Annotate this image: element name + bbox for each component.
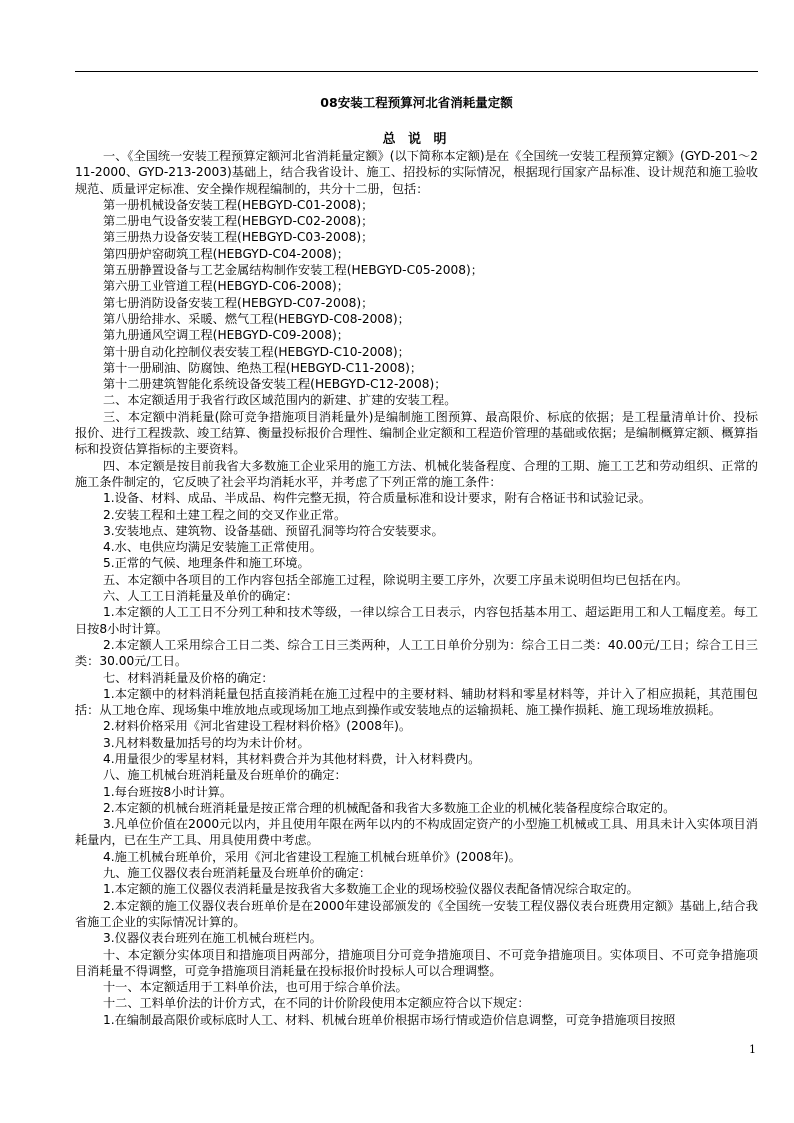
paragraph: 2.本定额的机械台班消耗量是按正常合理的机械配备和我省大多数施工企业的机械化装备程度综合取定的。: [103, 800, 676, 815]
paragraph: 二、本定额适用于我省行政区域范围内的新建、扩建的安装工程。: [103, 393, 457, 408]
paragraph: 六、人工工日消耗量及单价的确定：: [103, 589, 298, 604]
paragraph: 2.本定额的施工仪器仪表台班单价是在2000年建设部颁发的《全国统一安装工程仪器仪表台班费用定额》基础上,结合我省施工企业的实际情况计算的。: [75, 898, 758, 929]
paragraph: 第九册通风空调工程(HEBGYD-C09-2008)；: [103, 328, 349, 343]
paragraph: 1.本定额的人工工日不分列工种和技术等级，一律以综合工日表示，内容包括基本用工、超运距用工和人工幅度差。每工日按8小时计算。: [75, 605, 758, 636]
paragraph: 3.仪器仪表台班列在施工机械台班栏内。: [103, 931, 322, 946]
paragraph: 第二册电气设备安装工程(HEBGYD-C02-2008)；: [103, 214, 374, 229]
paragraph: 一、《全国统一安装工程预算定额河北省消耗量定额》(以下简称本定额)是在《全国统一安装工程预算定额》(GYD-201～211-2000、GYD-213-2003)基础上，结合我省设计、施工、招投标的实际情况，根据现行国家产品标准、设计规范和施工验收规范、质量评定标准、安全操作规程编制的，共分十二册，包括：: [75, 149, 758, 196]
paragraph: 1.在编制最高限价或标底时人工、材料、机械台班单价根据市场行情或造价信息调整，可竞争措施项目按照: [103, 1012, 676, 1027]
paragraph: 4.水、电供应均满足安装施工正常使用。: [103, 540, 322, 555]
paragraph: 第十册自动化控制仪表安装工程(HEBGYD-C10-2008)；: [103, 344, 410, 359]
paragraph: 十、本定额分实体项目和措施项目两部分，措施项目分可竞争措施项目、不可竞争措施项目。实体项目、不可竞争措施项目消耗量不得调整，可竞争措施项目消耗量在投标报价时投标人可以合理调整。: [75, 947, 758, 978]
paragraph: 第十二册建筑智能化系统设备安装工程(HEBGYD-C12-2008)；: [103, 377, 447, 392]
paragraph: 第五册静置设备与工艺金属结构制作安装工程(HEBGYD-C05-2008)；: [103, 263, 483, 278]
paragraph: 2.材料价格采用《河北省建设工程材料价格》(2008年)。: [103, 719, 412, 734]
paragraph: 第八册给排水、采暖、燃气工程(HEBGYD-C08-2008)；: [103, 311, 410, 326]
paragraph: 七、材料消耗量及价格的确定：: [103, 670, 274, 685]
paragraph: 第三册热力设备安装工程(HEBGYD-C03-2008)；: [103, 230, 374, 245]
page-number: 1: [749, 1043, 756, 1056]
paragraph: 第七册消防设备安装工程(HEBGYD-C07-2008)；: [103, 295, 374, 310]
paragraph: 十一、本定额适用于工料单价法，也可用于综合单价法。: [103, 980, 408, 995]
paragraph: 三、本定额中消耗量(除可竞争措施项目消耗量外)是编制施工图预算、最高限价、标底的依据；是工程量清单计价、投标报价、进行工程拨款、竣工结算、衡量投标报价合理性、编制企业定额和工程造价管理的基础或依据；是编制概算定额、概算指标和投资估算指标的主要资料。: [75, 409, 758, 457]
section-heading: 总 说 明: [382, 132, 451, 147]
paragraph: 2.本定额人工采用综合工日二类、综合工日三类两种，人工工日单价分别为：综合工日二类：40.00元/工日；综合工日三类：30.00元/工日。: [75, 637, 758, 669]
paragraph: 十二、工料单价法的计价方式，在不同的计价阶段使用本定额应符合以下规定：: [103, 996, 530, 1011]
paragraph: 4.用量很少的零星材料，其材料费合并为其他材料费，计入材料费内。: [103, 751, 481, 766]
paragraph: 5.正常的气候、地理条件和施工环境。: [103, 556, 310, 571]
paragraph-list: [75, 148, 758, 1028]
paragraph: 1.设备、材料、成品、半成品、构件完整无损，符合质量标准和设计要求，附有合格证书和试验记录。: [103, 491, 651, 506]
paragraph: 1.本定额中的材料消耗量包括直接消耗在施工过程中的主要材料、辅助材料和零星材料等，并计入了相应损耗，其范围包括：从工地仓库、现场集中堆放地点或现场加工地点到操作或安装地点的运输损耗、施工操作损耗、施工现场堆放损耗。: [75, 686, 758, 718]
paragraph: 四、本定额是按目前我省大多数施工企业采用的施工方法、机械化装备程度、合理的工期、施工工艺和劳动组织、正常的施工条件制定的，它反映了社会平均消耗水平，并考虑了下列正常的施工条件：: [75, 458, 758, 489]
paragraph: 第十一册刷油、防腐蚀、绝热工程(HEBGYD-C11-2008)；: [103, 360, 423, 375]
document-body: [75, 94, 758, 1028]
paragraph: 九、施工仪器仪表台班消耗量及台班单价的确定：: [103, 866, 372, 881]
paragraph: 八、施工机械台班消耗量及台班单价的确定：: [103, 768, 347, 783]
paragraph: 第一册机械设备安装工程(HEBGYD-C01-2008)；: [103, 197, 374, 212]
paragraph: 3.凡材料数量加括号的均为未计价材。: [103, 735, 310, 750]
paragraph: 4.施工机械台班单价，采用《河北省建设工程施工机械台班单价》(2008年)。: [103, 849, 521, 864]
paragraph: 1.本定额的施工仪器仪表消耗量是按我省大多数施工企业的现场校验仪器仪表配备情况综合取定的。: [103, 882, 639, 897]
header-rule: [75, 71, 758, 72]
paragraph: 第四册炉窑砌筑工程(HEBGYD-C04-2008)；: [103, 246, 349, 261]
paragraph: 五、本定额中各项目的工作内容包括全部施工过程，除说明主要工序外，次要工序虽未说明但均已包括在内。: [103, 572, 688, 587]
paragraph: 3.安装地点、建筑物、设备基础、预留孔洞等均符合安装要求。: [103, 523, 444, 538]
paragraph: 3.凡单位价值在2000元以内，并且使用年限在两年以内的不构成固定资产的小型施工机械或工具、用具未计入实体项目消耗量内，已在生产工具、用具使用费中考虑。: [75, 817, 758, 848]
document-title: 08安装工程预算河北省消耗量定额: [320, 95, 513, 110]
paragraph: 第六册工业管道工程(HEBGYD-C06-2008)；: [103, 279, 349, 294]
paragraph: 2.安装工程和土建工程之间的交叉作业正常。: [103, 507, 347, 522]
paragraph: 1.每台班按8小时计算。: [103, 784, 233, 799]
